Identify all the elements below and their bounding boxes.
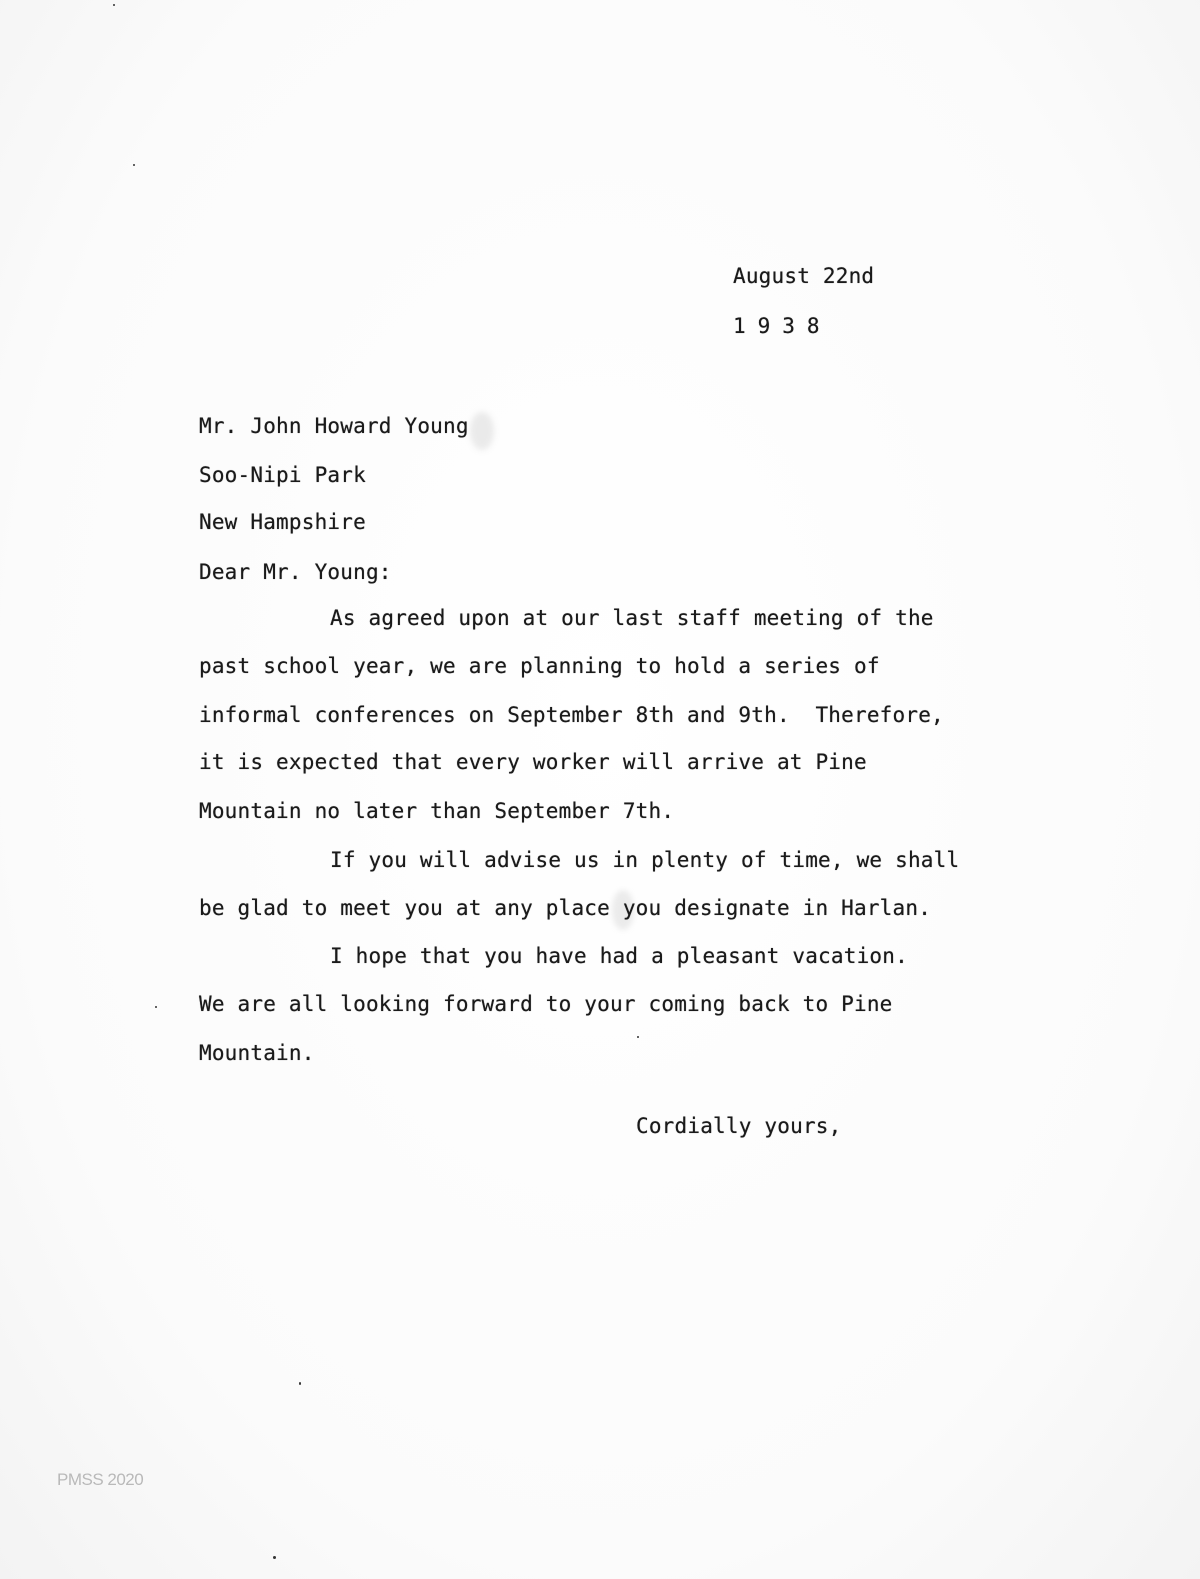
body-line: it is expected that every worker will arrive at Pine	[199, 750, 867, 774]
body-line: informal conferences on September 8th and 9th. Therefore,	[199, 703, 944, 727]
salutation: Dear Mr. Young:	[199, 560, 392, 584]
body-line: Mountain.	[199, 1041, 315, 1065]
body-line: I hope that you have had a pleasant vacation.	[330, 944, 908, 968]
body-line: past school year, we are planning to hold a series of	[199, 654, 880, 678]
dust-speck	[113, 4, 115, 6]
dust-speck	[273, 1556, 276, 1559]
recipient-state: New Hampshire	[199, 510, 366, 534]
recipient-name: Mr. John Howard Young	[199, 414, 469, 438]
dust-speck	[155, 1006, 157, 1008]
body-line: We are all looking forward to your coming back to Pine	[199, 992, 893, 1016]
body-line: If you will advise us in plenty of time, we shall	[330, 848, 960, 872]
letter-date: August 22nd	[733, 264, 875, 288]
body-line: As agreed upon at our last staff meeting of the	[330, 606, 934, 630]
dust-speck	[637, 1036, 639, 1038]
archive-watermark: PMSS 2020	[57, 1470, 144, 1489]
ink-smudge	[470, 412, 494, 450]
recipient-address-line: Soo-Nipi Park	[199, 463, 366, 487]
letter-year: 1938	[733, 314, 832, 338]
closing: Cordially yours,	[636, 1114, 842, 1138]
body-line: be glad to meet you at any place you designate in Harlan.	[199, 896, 932, 920]
dust-speck	[299, 1382, 301, 1385]
body-line: Mountain no later than September 7th.	[199, 799, 675, 823]
dust-speck	[133, 164, 135, 166]
